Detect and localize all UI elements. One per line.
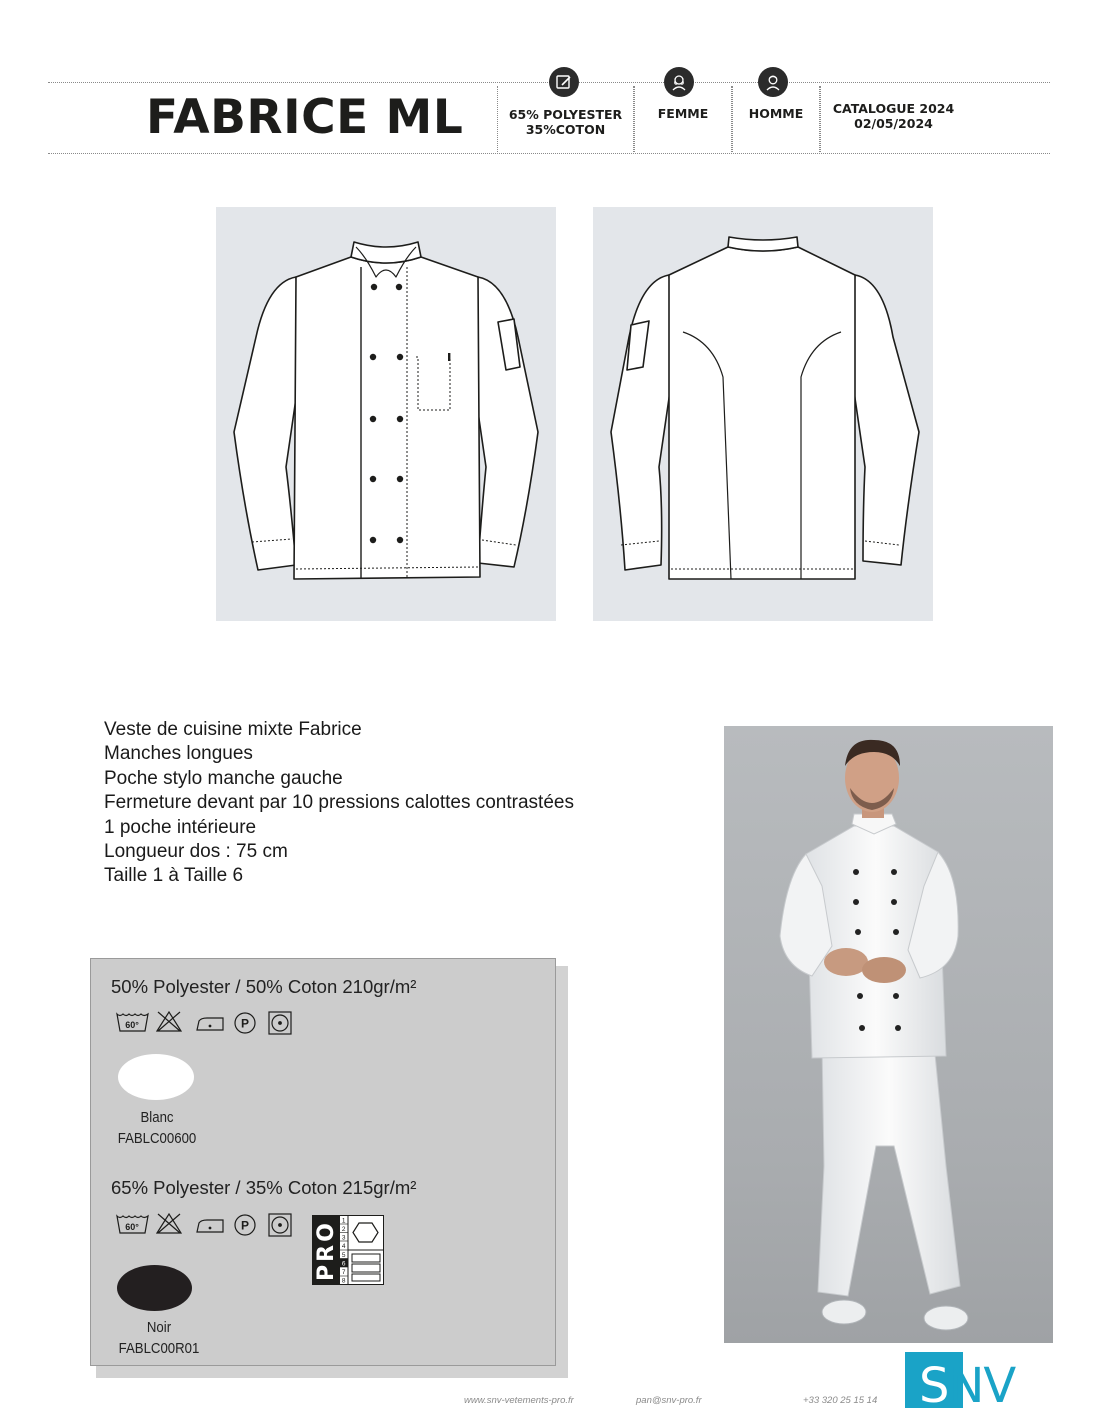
catalogue-date: 02/05/2024 <box>854 116 933 131</box>
fabric-2-wash-temp: 60° <box>125 1222 139 1232</box>
fabric-1-color-name: Blanc <box>140 1109 174 1126</box>
composition-line1: 65% POLYESTER <box>508 107 623 122</box>
fabric-1-color-swatch <box>118 1054 194 1100</box>
fabric-2-ref: FABLC00R01 <box>118 1340 200 1357</box>
svg-text:6: 6 <box>341 1260 346 1268</box>
fabric-panel <box>90 958 556 1366</box>
homme-label: HOMME <box>748 106 804 121</box>
svg-text:4: 4 <box>341 1243 346 1250</box>
svg-text:P: P <box>240 1016 250 1031</box>
footer-phone: +33 320 25 15 14 <box>803 1395 878 1406</box>
fabric-icon <box>549 67 579 97</box>
pro-label: PRO <box>314 1220 339 1281</box>
description-line: Taille 1 à Taille 6 <box>104 865 244 887</box>
catalogue-label: CATALOGUE 2024 <box>832 101 955 116</box>
woman-icon <box>664 67 694 97</box>
fabric-1-composition: 50% Polyester / 50% Coton 210gr/m² <box>111 976 417 997</box>
product-description <box>104 718 574 889</box>
description-line: Manches longues <box>104 743 253 765</box>
fabric-2-care-icons <box>115 1211 305 1239</box>
footer-email[interactable]: pan@snv-pro.fr <box>636 1395 702 1406</box>
femme-label: FEMME <box>657 106 709 121</box>
fabric-2-composition: 65% Polyester / 35% Coton 215gr/m² <box>111 1177 417 1198</box>
back-view-sketch <box>593 207 933 621</box>
description-line: Poche stylo manche gauche <box>104 767 343 789</box>
snv-logo <box>905 1352 1045 1408</box>
description-line: Longueur dos : 75 cm <box>104 841 288 863</box>
description-line: Fermeture devant par 10 pressions calottes contrastées <box>104 792 574 814</box>
snv-logo-text: SNV <box>919 1358 1016 1408</box>
fabric-1-care-icons <box>115 1009 305 1037</box>
pro-badge-icon <box>312 1215 384 1285</box>
front-view-sketch <box>216 207 556 621</box>
header-bottom-rule <box>48 153 1050 154</box>
fabric-1-ref: FABLC00600 <box>117 1130 197 1147</box>
fabric-2-color-swatch <box>117 1265 192 1311</box>
description-line: Veste de cuisine mixte Fabrice <box>104 719 362 740</box>
svg-text:7: 7 <box>341 1269 346 1276</box>
svg-text:8: 8 <box>341 1277 346 1285</box>
description-line: 1 poche intérieure <box>104 816 257 838</box>
svg-text:3: 3 <box>341 1234 346 1242</box>
fabric-1-wash-temp: 60° <box>125 1020 139 1030</box>
footer-website[interactable]: www.snv-vetements-pro.fr <box>464 1395 574 1406</box>
composition-line2: 35%COTON <box>525 122 606 137</box>
svg-text:5: 5 <box>341 1252 346 1259</box>
svg-text:P: P <box>240 1218 250 1233</box>
svg-text:1: 1 <box>341 1217 346 1225</box>
man-icon <box>758 67 788 97</box>
catalogue-cell <box>820 86 968 152</box>
product-title: FABRICE ML <box>146 90 464 145</box>
svg-text:2: 2 <box>341 1226 346 1233</box>
model-photo <box>724 726 1053 1343</box>
fabric-2-color-name: Noir <box>146 1319 172 1336</box>
